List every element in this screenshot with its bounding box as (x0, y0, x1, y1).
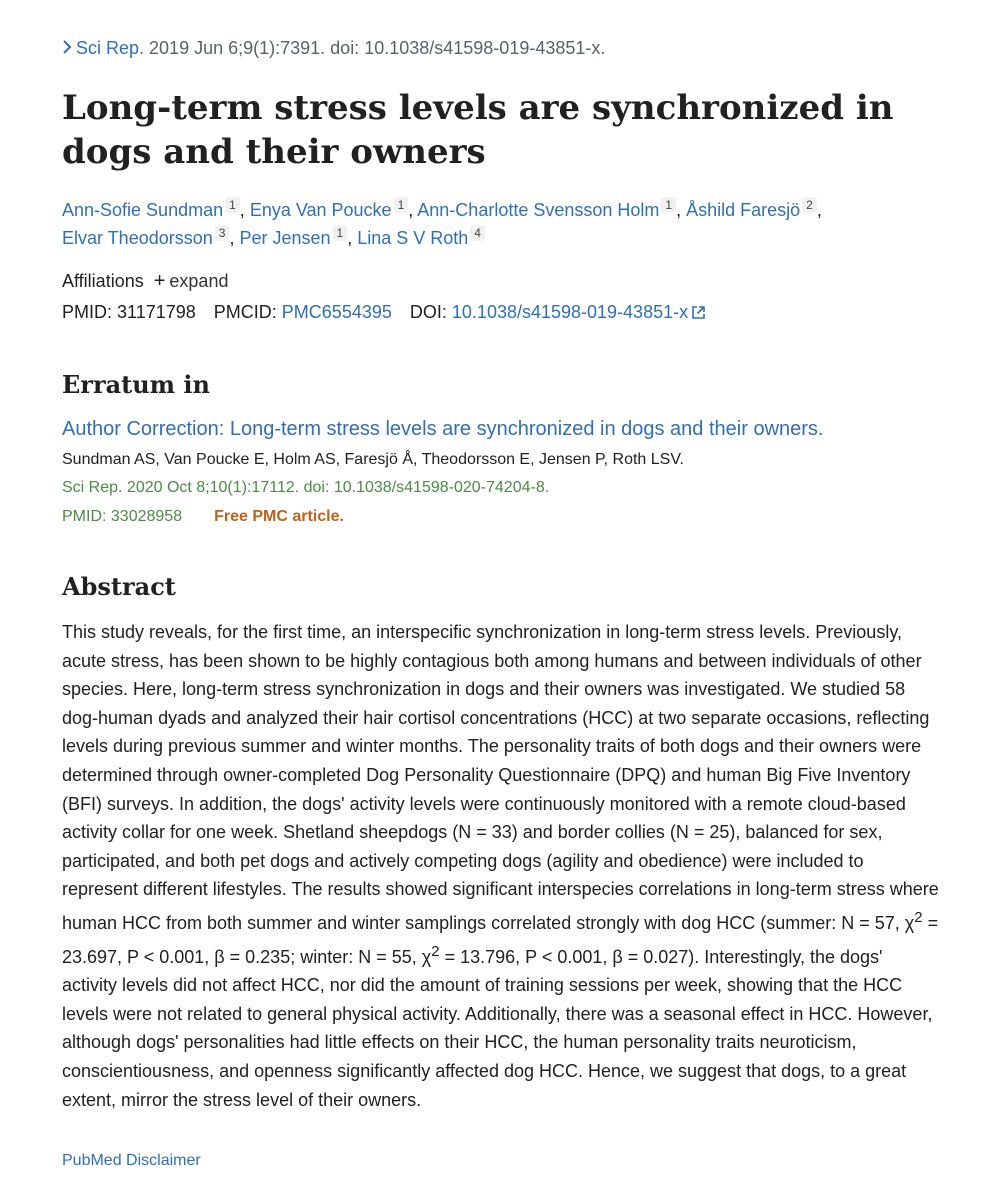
author-link[interactable]: Elvar Theodorsson (62, 228, 213, 248)
affiliation-number[interactable]: 3 (215, 225, 230, 241)
affiliation-number[interactable]: 4 (470, 225, 485, 241)
author-link[interactable]: Enya Van Poucke (249, 200, 392, 220)
pmid-label: PMID: (62, 302, 113, 322)
external-link-icon[interactable] (692, 303, 705, 316)
affiliations-label: Affiliations (62, 271, 144, 291)
abstract-text: This study reveals, for the first time, an interspecific synchronization in long-term stress levels. Previously, acute stress, has been shown to be highly contagious both among humans and between individuals of other species. Here, long-term stress synchronization in dogs and their owners was investigated. We studied 58 dog-human dyads and analyzed their hair cortisol concentrations (HCC) at two separate occasions, reflecting levels during previous summer and winter months. The personality traits of both dogs and their owners were determined through owner-completed Dog Personality Questionnaire (DPQ) and human Big Five Inventory (BFI) surveys. In addition, the dogs' activity levels were continuously monitored with a remote cloud-based activity collar for one week. Shetland sheepdogs (N = 33) and border collies (N = 25), balanced for sex, participated, and both pet dogs and actively competing dogs (agility and obedience) were included to represent different lifestyles. The results showed significant interspecies correlations in long-term stress where human HCC from both summer and winter samplings correlated strongly with dog HCC (summer: N = 57, $\chi^2 = 23.697$, P < 0.001, β = 0.235; winter: N = 55, $\chi^2 = 13.796$, P < 0.001, β = 0.027). Interestingly, the dogs' activity levels did not affect HCC, nor did the amount of training sessions per week, showing that the HCC levels were not related to general physical activity. Additionally, there was a seasonal effect in HCC. However, although dogs' personalities had little effects on their HCC, the human personality traits neuroticism, conscientiousness, and openness significantly affected dog HCC. Hence, we suggest that dogs, to a great extent, mirror the stress level of their owners. (62, 622, 939, 1110)
citation-details: 2019 Jun 6;9(1):7391. doi: 10.1038/s41598-019-43851-x. (144, 38, 606, 58)
pubmed-disclaimer-link[interactable]: PubMed Disclaimer (62, 1152, 201, 1169)
free-pmc-badge: Free PMC article. (214, 508, 344, 525)
affiliation-number[interactable]: 1 (394, 197, 409, 213)
affiliation-number[interactable]: 1 (661, 197, 676, 213)
affiliation-number[interactable]: 1 (225, 197, 240, 213)
erratum-title-link[interactable]: Author Correction: Long-term stress levels are synchronized in dogs and their owners. (62, 418, 824, 440)
doi-link[interactable]: 10.1038/s41598-019-43851-x (451, 302, 689, 322)
affiliations-toggle[interactable] (62, 270, 228, 293)
pmcid-link[interactable]: PMC6554395 (281, 302, 392, 322)
author-link[interactable]: Ann-Charlotte Svensson Holm (417, 200, 660, 220)
author-list: Ann-Sofie Sundman 1 , Enya Van Poucke 1 , Ann-Charlotte Svensson Holm 1 , Åshild Faresjö 2 , Elvar Theodorsson 3 , Per Jensen 1 , Lina S V Roth 4 (62, 198, 822, 248)
chevron-right-icon[interactable] (62, 38, 76, 59)
author-link[interactable]: Lina S V Roth (357, 228, 469, 248)
erratum-pmid-row (62, 508, 344, 526)
expand-label[interactable]: expand (169, 271, 229, 291)
affiliation-number[interactable]: 1 (333, 225, 348, 241)
pmcid-label: PMCID: (213, 302, 277, 322)
article-identifiers (62, 302, 705, 323)
abstract-heading: Abstract (62, 572, 176, 601)
erratum-authors: Sundman AS, Van Poucke E, Holm AS, Faresjö Å, Theodorsson E, Jensen P, Roth LSV. (62, 451, 684, 468)
pmid-value: 31171798 (117, 302, 196, 322)
erratum-pmid: PMID: 33028958 (62, 508, 183, 525)
erratum-citation: Sci Rep. 2020 Oct 8;10(1):17112. doi: 10.1038/s41598-020-74204-8. (62, 479, 550, 496)
erratum-heading: Erratum in (62, 370, 210, 399)
article-title: Long-term stress levels are synchronized in dogs and their owners (62, 88, 894, 172)
author-link[interactable]: Åshild Faresjö (686, 200, 801, 220)
author-link[interactable]: Ann-Sofie Sundman (62, 200, 224, 220)
author-link[interactable]: Per Jensen (239, 228, 331, 248)
affiliation-number[interactable]: 2 (802, 197, 817, 213)
plus-icon[interactable]: + (153, 270, 166, 292)
doi-label: DOI: (409, 302, 447, 322)
journal-citation (62, 38, 605, 59)
journal-link[interactable]: Sci Rep. (76, 38, 145, 58)
